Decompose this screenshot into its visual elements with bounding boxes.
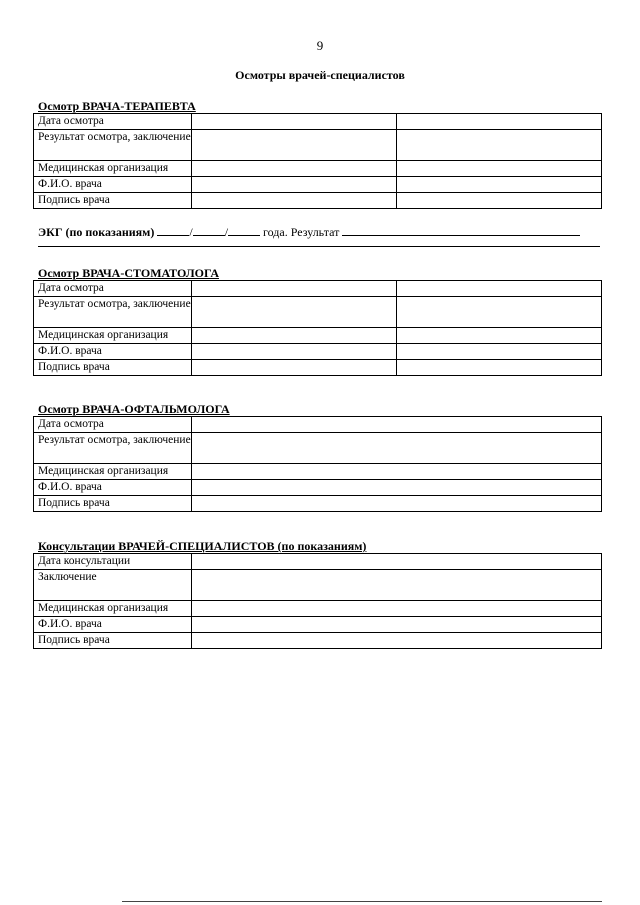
table-row [34,328,602,344]
table-row [34,297,602,328]
row-label: Ф.И.О. врача [34,480,192,496]
entry-cell[interactable] [192,570,602,601]
entry-cell[interactable] [192,114,397,130]
entry-cell[interactable] [192,281,397,297]
page-title: Осмотры врачей-специалистов [235,68,405,82]
table-row [34,114,602,130]
entry-cell[interactable] [192,193,397,209]
entry-cell[interactable] [192,633,602,649]
entry-cell[interactable] [192,617,602,633]
entry-cell[interactable] [192,417,602,433]
entry-cell[interactable] [192,433,602,464]
table-row [34,601,602,617]
therapist-table [33,113,602,209]
entry-cell[interactable] [192,601,602,617]
ekg-day-field[interactable] [157,223,189,236]
table-row [34,617,602,633]
row-label: Результат осмотра, заключение [34,433,192,464]
table-row [34,554,602,570]
row-label: Дата консультации [34,554,192,570]
table-row [34,344,602,360]
entry-cell[interactable] [397,114,602,130]
ophthalmologist-section-title: Осмотр ВРАЧА-ОФТАЛЬМОЛОГА [38,402,230,416]
table-row [34,480,602,496]
row-label: Подпись врача [34,633,192,649]
row-label: Ф.И.О. врача [34,344,192,360]
entry-cell[interactable] [192,328,397,344]
ekg-month-field[interactable] [193,223,225,236]
entry-cell[interactable] [397,281,602,297]
ophthalmologist-table [33,416,602,512]
therapist-section-title: Осмотр ВРАЧА-ТЕРАПЕВТА [38,99,196,113]
entry-cell[interactable] [192,130,397,161]
ekg-result-field[interactable] [342,223,580,236]
row-label: Подпись врача [34,496,192,512]
entry-cell[interactable] [397,193,602,209]
entry-cell[interactable] [397,328,602,344]
entry-cell[interactable] [192,496,602,512]
ekg-year-word: года. Результат [263,225,340,239]
table-row [34,177,602,193]
table-row [34,496,602,512]
consultations-section-title: Консультации ВРАЧЕЙ-СПЕЦИАЛИСТОВ (по показаниям) [38,539,367,553]
row-label: Дата осмотра [34,417,192,433]
table-row [34,417,602,433]
row-label: Медицинская организация [34,161,192,177]
entry-cell[interactable] [397,177,602,193]
entry-cell[interactable] [192,161,397,177]
ekg-result-line[interactable] [38,246,600,247]
row-label: Дата осмотра [34,281,192,297]
consultations-table [33,553,602,649]
entry-cell[interactable] [192,464,602,480]
date-separator: / [224,225,229,239]
row-label: Медицинская организация [34,464,192,480]
table-row [34,360,602,376]
dentist-section-title: Осмотр ВРАЧА-СТОМАТОЛОГА [38,266,219,280]
entry-cell[interactable] [192,480,602,496]
table-row [34,193,602,209]
table-row [34,464,602,480]
row-label: Результат осмотра, заключение [34,130,192,161]
entry-cell[interactable] [192,177,397,193]
entry-cell[interactable] [192,554,602,570]
row-label: Ф.И.О. врача [34,617,192,633]
row-label: Подпись врача [34,193,192,209]
ekg-label: ЭКГ (по показаниям) [38,225,155,239]
date-separator: / [189,225,193,239]
entry-cell[interactable] [192,344,397,360]
entry-cell[interactable] [397,344,602,360]
page-bottom-rule [122,901,602,902]
row-label: Подпись врача [34,360,192,376]
entry-cell[interactable] [397,130,602,161]
entry-cell[interactable] [397,297,602,328]
table-row [34,281,602,297]
row-label: Результат осмотра, заключение [34,297,192,328]
page-number: 9 [316,38,324,53]
table-row [34,433,602,464]
row-label: Заключение [34,570,192,601]
row-label: Медицинская организация [34,328,192,344]
table-row [34,130,602,161]
entry-cell[interactable] [397,161,602,177]
dentist-table [33,280,602,376]
row-label: Медицинская организация [34,601,192,617]
ekg-year-field[interactable] [228,223,260,236]
entry-cell[interactable] [192,360,397,376]
ekg-line [38,223,602,240]
entry-cell[interactable] [192,297,397,328]
row-label: Ф.И.О. врача [34,177,192,193]
table-row [34,161,602,177]
entry-cell[interactable] [397,360,602,376]
table-row [34,570,602,601]
table-row [34,633,602,649]
row-label: Дата осмотра [34,114,192,130]
